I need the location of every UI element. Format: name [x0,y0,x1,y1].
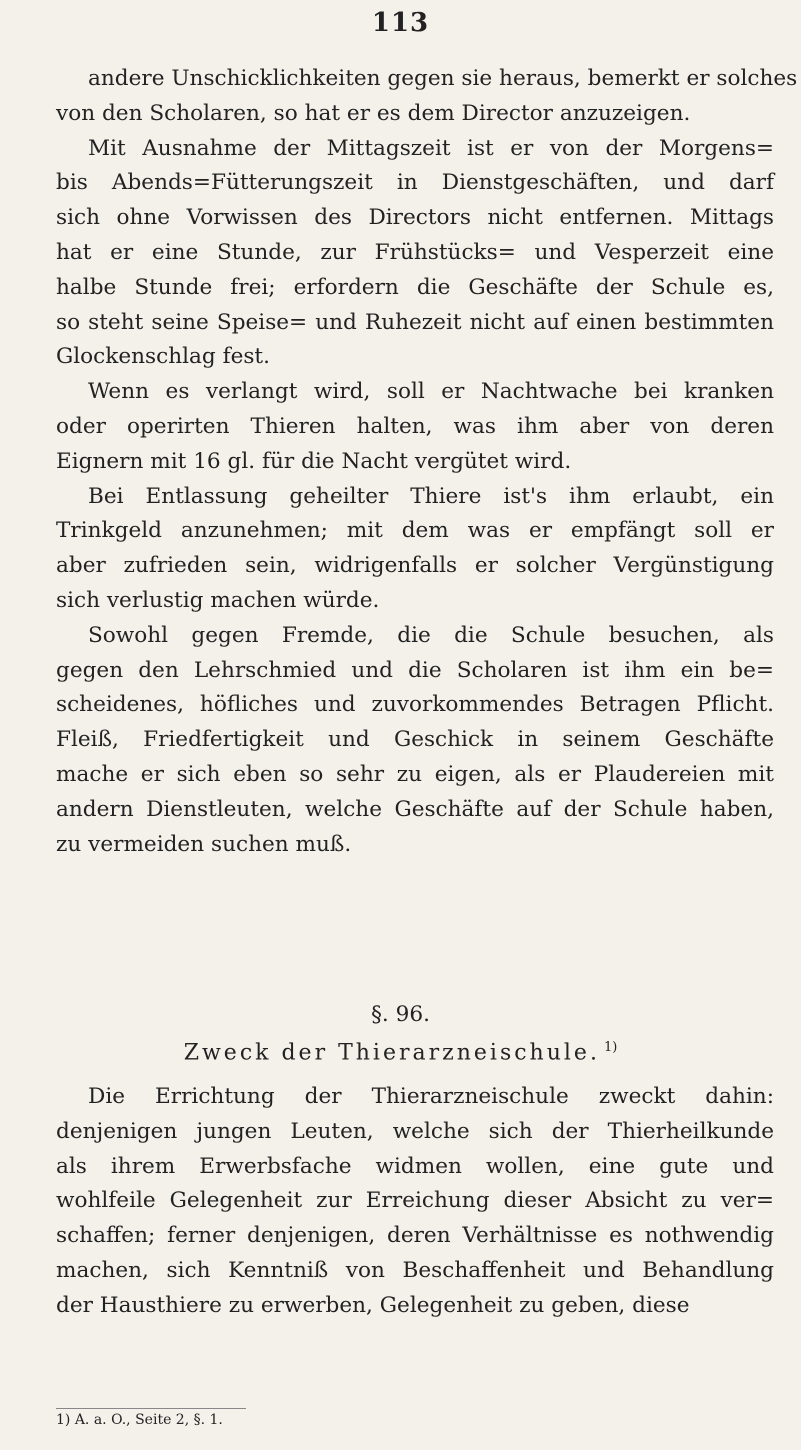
text-line: Sowohl gegen Fremde, die die Schule besuchen, als [88,622,774,648]
text-line: mache er sich eben so sehr zu eigen, als er Plaudereien mit [56,761,774,787]
text-line: Glockenschlag fest. [56,344,270,370]
text-line: scheidenes, höfliches und zuvorkommendes Betragen Pflicht. [56,692,774,718]
text-line: andere Unschicklichkeiten gegen sie heraus, bemerkt er solches [88,66,798,91]
footnote: 1) A. a. O., Seite 2, §. 1. [56,1412,223,1428]
section-title-text: Zweck der Thierarzneischule. [183,1040,600,1066]
body-text-bottom [56,1080,774,1324]
text-line: oder operirten Thieren halten, was ihm aber von deren [56,413,774,439]
page-number: 113 [371,8,430,38]
section-title [0,1040,801,1065]
text-line: zu vermeiden suchen muß. [56,831,352,857]
text-line: Trinkgeld anzunehmen; mit dem was er empfängt soll er [56,518,774,544]
text-line: Bei Entlassung geheilter Thiere ist's ihm erlaubt, ein [88,483,774,509]
text-line: aber zufrieden sein, widrigenfalls er solcher Vergünstigung [56,553,774,579]
text-line: hat er eine Stunde, zur Frühstücks= und Vesperzeit eine [56,239,774,265]
text-line: wohlfeile Gelegenheit zur Erreichung dieser Absicht zu ver= [56,1188,774,1214]
text-line: schaffen; ferner denjenigen, deren Verhältnisse es nothwendig [56,1223,774,1249]
text-line: andern Dienstleuten, welche Geschäfte auf der Schule haben, [56,796,774,822]
text-line: gegen den Lehrschmied und die Scholaren ist ihm ein be= [56,657,774,683]
body-text-top [56,62,798,862]
section-number: §. 96. [371,1002,430,1027]
text-line: Eignern mit 16 gl. für die Nacht vergütet wird. [56,448,572,474]
text-line: bis Abends=Fütterungszeit in Dienstgeschäften, und darf [56,170,774,196]
text-line: halbe Stunde frei; erfordern die Geschäfte der Schule es, [56,274,774,300]
footnote-marker: 1) [603,1040,618,1055]
footnote-divider [56,1408,246,1409]
text-line: denjenigen jungen Leuten, welche sich der Thierheilkunde [56,1118,774,1144]
text-line: sich verlustig machen würde. [56,587,380,613]
text-line: Mit Ausnahme der Mittagszeit ist er von der Morgens= [88,135,774,161]
text-line: Die Errichtung der Thierarzneischule zweckt dahin: [88,1084,774,1109]
text-line: machen, sich Kenntniß von Beschaffenheit und Behandlung [56,1257,774,1283]
text-line: sich ohne Vorwissen des Directors nicht entfernen. Mittags [56,205,774,231]
text-line: so steht seine Speise= und Ruhezeit nicht auf einen bestimmten [56,309,774,335]
text-line: Wenn es verlangt wird, soll er Nachtwache bei kranken [88,379,774,405]
text-line: als ihrem Erwerbsfache widmen wollen, eine gute und [56,1153,774,1179]
text-line: Fleiß, Friedfertigkeit und Geschick in seinem Geschäfte [56,727,774,753]
text-line: der Hausthiere zu erwerben, Gelegenheit zu geben, diese [56,1292,690,1318]
text-line: von den Scholaren, so hat er es dem Director anzuzeigen. [56,100,691,126]
